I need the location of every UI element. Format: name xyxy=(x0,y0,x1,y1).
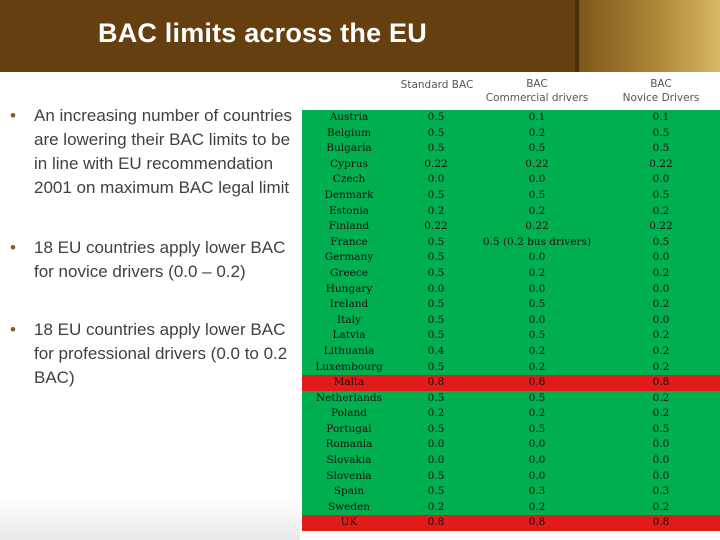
table-row xyxy=(302,469,720,485)
table-row xyxy=(302,313,720,329)
commercial-bac-cell: 0.0 xyxy=(528,438,546,451)
bullet-text: 18 EU countries apply lower BAC for professional drivers (0.0 to 0.2 BAC) xyxy=(34,320,288,387)
header-commercial-line1: BAC xyxy=(526,78,548,90)
novice-bac-cell: 0.5 xyxy=(652,235,670,248)
country-cell: Luxembourg xyxy=(315,360,383,373)
bullet-item xyxy=(10,318,300,390)
country-cell: Cyprus xyxy=(330,157,368,170)
commercial-bac-cell: 0.2 xyxy=(528,204,546,217)
novice-bac-cell: 0.0 xyxy=(652,469,670,482)
header-standard-label: Standard BAC xyxy=(400,79,474,91)
novice-bac-cell: 0.5 xyxy=(652,142,670,155)
table-row xyxy=(302,500,720,516)
country-cell: Czech xyxy=(332,173,366,186)
novice-bac-cell: 0.0 xyxy=(652,438,670,451)
commercial-bac-cell: 0.2 xyxy=(528,360,546,373)
bullet-dot-icon: • xyxy=(10,238,16,257)
commercial-bac-cell: 0.5 xyxy=(528,329,546,342)
country-cell: Poland xyxy=(330,407,368,420)
country-cell: Slovenia xyxy=(326,469,372,482)
table-row xyxy=(302,391,720,407)
country-cell: Spain xyxy=(333,485,365,498)
standard-bac-cell: 0.5 xyxy=(427,422,445,435)
table-row xyxy=(302,235,720,251)
standard-bac-cell: 0.5 xyxy=(427,111,445,123)
commercial-bac-cell: 0.2 xyxy=(528,344,546,357)
table-row xyxy=(302,375,720,391)
table-row xyxy=(302,422,720,438)
table-row xyxy=(302,126,720,142)
country-cell: Sweden xyxy=(327,500,371,513)
table-row xyxy=(302,406,720,422)
commercial-bac-cell: 0.3 xyxy=(528,485,546,498)
bullet-item xyxy=(10,236,300,284)
novice-bac-cell: 0.0 xyxy=(652,251,670,264)
standard-bac-cell: 0.5 xyxy=(427,391,445,404)
standard-bac-cell: 0.2 xyxy=(427,500,445,513)
header-novice-line1: BAC xyxy=(650,78,672,90)
commercial-bac-cell: 0.5 (0.2 bus drivers) xyxy=(482,235,592,248)
country-cell: Latvia xyxy=(332,329,366,342)
country-cell: Malta xyxy=(333,376,365,389)
table-row xyxy=(302,515,720,531)
novice-bac-cell: 0.8 xyxy=(652,516,670,529)
table-row xyxy=(302,328,720,344)
table-row xyxy=(302,437,720,453)
novice-bac-cell: 0.0 xyxy=(652,313,670,326)
novice-bac-cell: 0.2 xyxy=(652,329,670,342)
commercial-bac-cell: 0.0 xyxy=(528,282,546,295)
bullet-text: An increasing number of countries are lowering their BAC limits to be in line with EU recommendation 2001 on maximum BAC legal limit xyxy=(34,106,292,197)
bullet-text: 18 EU countries apply lower BAC for novice drivers (0.0 – 0.2) xyxy=(34,238,286,281)
table-row xyxy=(302,141,720,157)
title-bar-accent xyxy=(575,0,720,72)
standard-bac-cell: 0.4 xyxy=(427,344,445,357)
table-row xyxy=(302,172,720,188)
standard-bac-cell: 0.8 xyxy=(427,376,445,389)
country-cell: Italy xyxy=(337,313,361,326)
country-cell: Portugal xyxy=(326,422,372,435)
header-standard-bac xyxy=(392,78,482,92)
standard-bac-cell: 0.5 xyxy=(427,235,445,248)
table-row xyxy=(302,110,720,126)
novice-bac-cell: 0.1 xyxy=(652,111,670,123)
table-row xyxy=(302,297,720,313)
table-row xyxy=(302,157,720,173)
country-cell: Romania xyxy=(325,438,373,451)
commercial-bac-cell: 0.5 xyxy=(528,298,546,311)
country-cell: France xyxy=(330,235,368,248)
header-novice-bac xyxy=(602,77,720,105)
bullet-dot-icon: • xyxy=(10,106,16,125)
commercial-bac-cell: 0.1 xyxy=(528,111,546,123)
commercial-bac-cell: 0.0 xyxy=(528,469,546,482)
novice-bac-cell: 0.22 xyxy=(649,157,673,170)
title-bar xyxy=(0,0,720,72)
country-cell: Germany xyxy=(324,251,374,264)
commercial-bac-cell: 0.8 xyxy=(528,516,546,529)
novice-bac-cell: 0.2 xyxy=(652,298,670,311)
standard-bac-cell: 0.8 xyxy=(427,516,445,529)
novice-bac-cell: 0.2 xyxy=(652,266,670,279)
header-novice-line2: Novice Drivers xyxy=(622,92,700,104)
slide-title: BAC limits across the EU xyxy=(98,18,427,48)
country-cell: Ireland xyxy=(329,298,369,311)
commercial-bac-cell: 0.0 xyxy=(528,173,546,186)
novice-bac-cell: 0.22 xyxy=(649,220,673,233)
country-cell: Denmark xyxy=(324,188,374,201)
commercial-bac-cell: 0.2 xyxy=(528,500,546,513)
country-cell: UK xyxy=(340,516,358,529)
bac-table xyxy=(302,72,720,540)
table-row xyxy=(302,219,720,235)
standard-bac-cell: 0.5 xyxy=(427,485,445,498)
novice-bac-cell: 0.0 xyxy=(652,173,670,186)
table-row xyxy=(302,360,720,376)
country-cell: Belgium xyxy=(326,126,372,139)
table-row xyxy=(302,266,720,282)
novice-bac-cell: 0.5 xyxy=(652,126,670,139)
bullet-dot-icon: • xyxy=(10,320,16,339)
novice-bac-cell: 0.0 xyxy=(652,454,670,467)
commercial-bac-cell: 0.2 xyxy=(528,266,546,279)
table-row xyxy=(302,250,720,266)
standard-bac-cell: 0.22 xyxy=(424,220,448,233)
standard-bac-cell: 0.0 xyxy=(427,173,445,186)
country-cell: Greece xyxy=(330,266,368,279)
table-body xyxy=(302,110,720,531)
standard-bac-cell: 0.5 xyxy=(427,126,445,139)
standard-bac-cell: 0.5 xyxy=(427,142,445,155)
standard-bac-cell: 0.2 xyxy=(427,204,445,217)
header-commercial-line2: Commercial drivers xyxy=(485,92,589,104)
standard-bac-cell: 0.2 xyxy=(427,407,445,420)
commercial-bac-cell: 0.5 xyxy=(528,391,546,404)
commercial-bac-cell: 0.22 xyxy=(525,220,549,233)
table-row xyxy=(302,484,720,500)
table-row xyxy=(302,344,720,360)
country-cell: Finland xyxy=(328,220,370,233)
novice-bac-cell: 0.8 xyxy=(652,376,670,389)
novice-bac-cell: 0.2 xyxy=(652,204,670,217)
standard-bac-cell: 0.5 xyxy=(427,251,445,264)
table-row xyxy=(302,188,720,204)
table-row xyxy=(302,282,720,298)
commercial-bac-cell: 0.22 xyxy=(525,157,549,170)
commercial-bac-cell: 0.0 xyxy=(528,454,546,467)
novice-bac-cell: 0.2 xyxy=(652,360,670,373)
novice-bac-cell: 0.2 xyxy=(652,500,670,513)
header-commercial-bac xyxy=(477,77,597,105)
standard-bac-cell: 0.5 xyxy=(427,313,445,326)
standard-bac-cell: 0.5 xyxy=(427,469,445,482)
standard-bac-cell: 0.22 xyxy=(424,157,448,170)
commercial-bac-cell: 0.0 xyxy=(528,313,546,326)
country-cell: Lithuania xyxy=(323,344,375,357)
country-cell: Slovakia xyxy=(326,454,372,467)
standard-bac-cell: 0.0 xyxy=(427,282,445,295)
novice-bac-cell: 0.5 xyxy=(652,188,670,201)
country-cell: Hungary xyxy=(325,282,373,295)
novice-bac-cell: 0.0 xyxy=(652,282,670,295)
country-cell: Austria xyxy=(329,111,369,123)
novice-bac-cell: 0.2 xyxy=(652,391,670,404)
standard-bac-cell: 0.0 xyxy=(427,438,445,451)
table-row xyxy=(302,204,720,220)
commercial-bac-cell: 0.5 xyxy=(528,188,546,201)
novice-bac-cell: 0.2 xyxy=(652,407,670,420)
novice-bac-cell: 0.3 xyxy=(652,485,670,498)
commercial-bac-cell: 0.8 xyxy=(528,376,546,389)
country-cell: Netherlands xyxy=(315,391,383,404)
commercial-bac-cell: 0.0 xyxy=(528,251,546,264)
table-header xyxy=(302,72,720,110)
standard-bac-cell: 0.5 xyxy=(427,329,445,342)
commercial-bac-cell: 0.2 xyxy=(528,407,546,420)
novice-bac-cell: 0.5 xyxy=(652,422,670,435)
country-cell: Estonia xyxy=(329,204,369,217)
commercial-bac-cell: 0.5 xyxy=(528,142,546,155)
standard-bac-cell: 0.5 xyxy=(427,266,445,279)
standard-bac-cell: 0.5 xyxy=(427,360,445,373)
standard-bac-cell: 0.0 xyxy=(427,454,445,467)
footer-shade xyxy=(0,495,300,540)
standard-bac-cell: 0.5 xyxy=(427,298,445,311)
table-row xyxy=(302,453,720,469)
country-cell: Bulgaria xyxy=(326,142,372,155)
bullet-item xyxy=(10,104,300,200)
novice-bac-cell: 0.2 xyxy=(652,344,670,357)
bullet-list xyxy=(10,104,300,390)
commercial-bac-cell: 0.2 xyxy=(528,126,546,139)
commercial-bac-cell: 0.5 xyxy=(528,422,546,435)
standard-bac-cell: 0.5 xyxy=(427,188,445,201)
